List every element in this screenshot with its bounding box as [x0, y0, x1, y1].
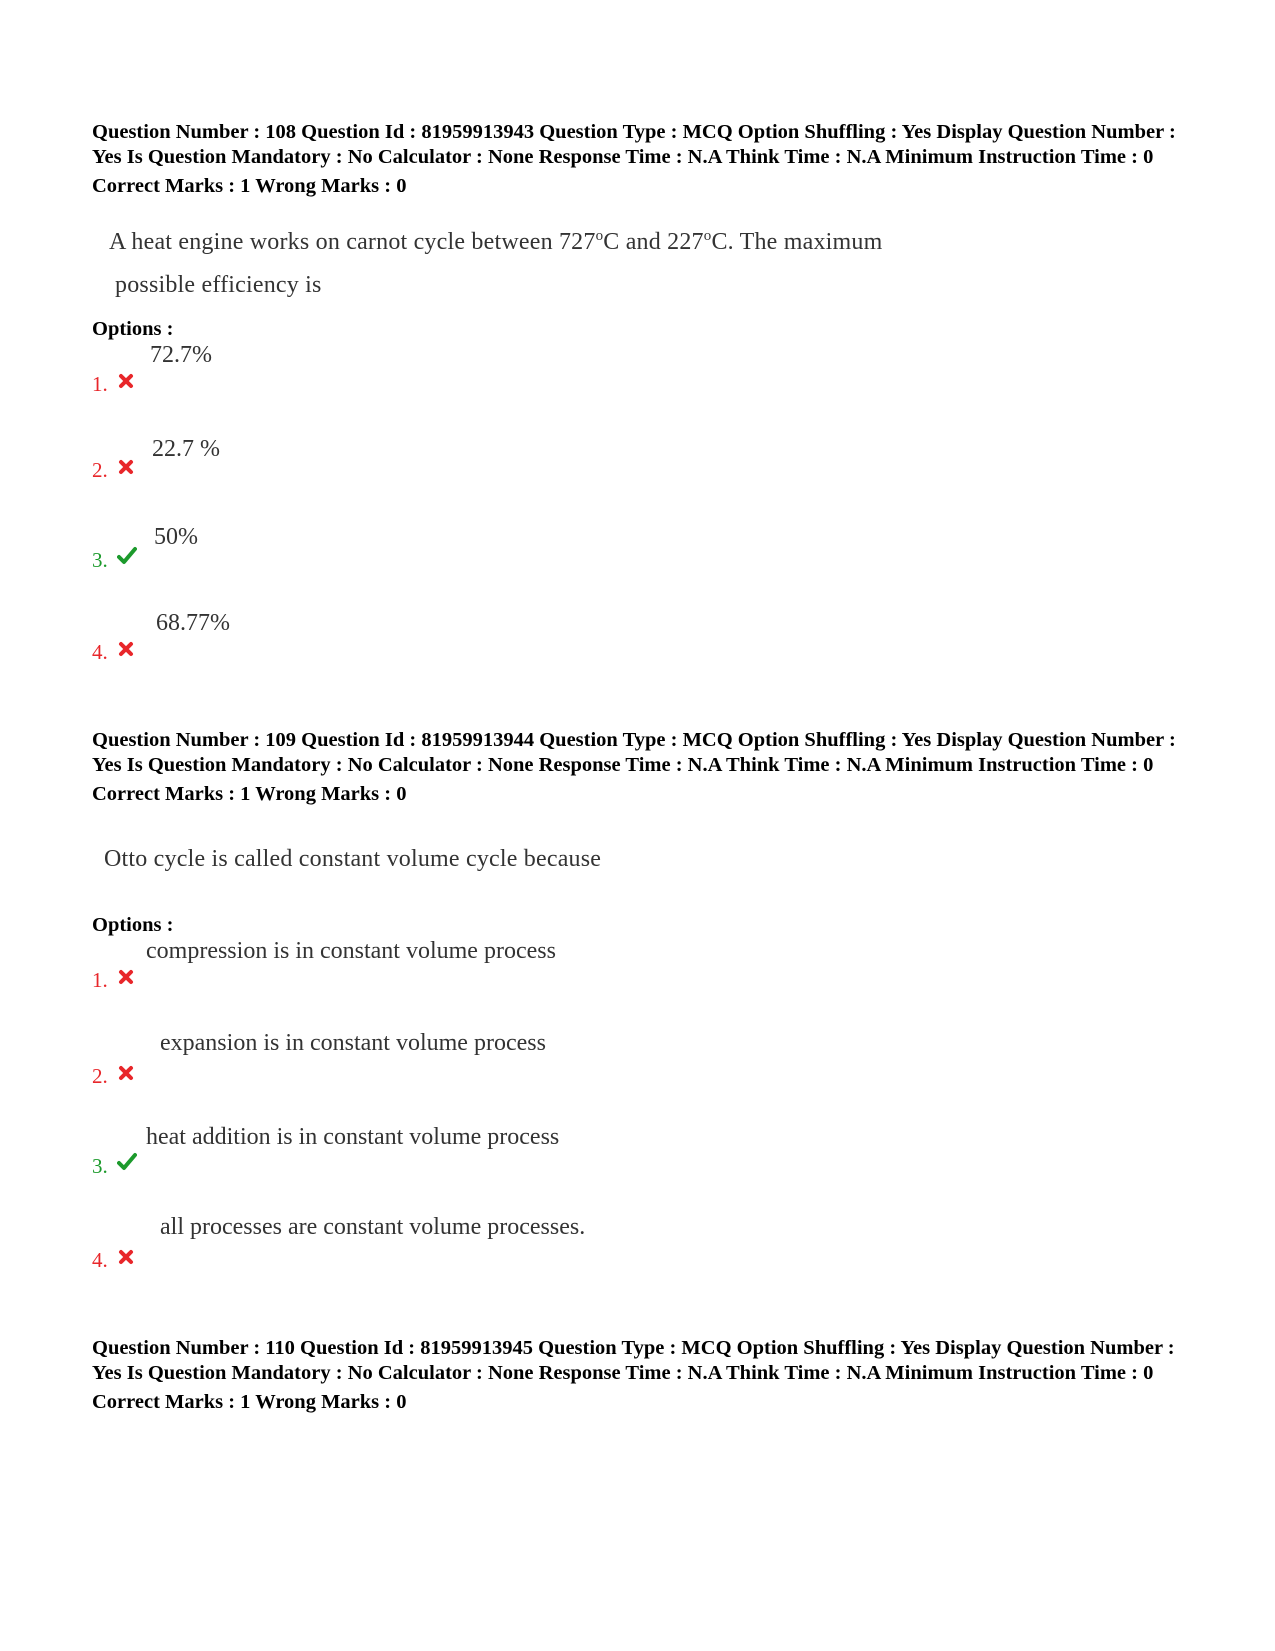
question-108 [92, 120, 1202, 199]
question-meta: Question Number : 110 Question Id : 81959913945 Question Type : MCQ Option Shuffling : Yes Display Question Number : Yes Is Question Mandatory : No Calculator : None Response Time : N.A Think Time : N.A Minimum Instruction Time : 0 [92, 1337, 1175, 1384]
option-1[interactable] [92, 938, 992, 998]
option-text: 68.77% [156, 610, 230, 636]
option-number: 1. [92, 372, 108, 396]
cross-icon [117, 372, 135, 390]
question-110 [92, 1336, 1202, 1415]
option-number: 3. [92, 1154, 108, 1178]
option-text: 22.7 % [152, 436, 220, 462]
option-4[interactable] [92, 610, 992, 670]
cross-icon [117, 1064, 135, 1082]
option-text: heat addition is in constant volume process [146, 1124, 560, 1150]
cross-icon [117, 1248, 135, 1266]
check-icon [117, 1152, 137, 1172]
option-2[interactable] [92, 1030, 992, 1090]
options-label: Options : [92, 318, 174, 340]
option-1[interactable] [92, 342, 992, 402]
question-marks: Correct Marks : 1 Wrong Marks : 0 [92, 1391, 407, 1413]
question-meta: Question Number : 108 Question Id : 81959913943 Question Type : MCQ Option Shuffling : Yes Display Question Number : Yes Is Question Mandatory : No Calculator : None Response Time : N.A Think Time : N.A Minimum Instruction Time : 0 [92, 121, 1176, 168]
option-text: all processes are constant volume processes. [160, 1214, 586, 1240]
option-text: 72.7% [150, 342, 212, 368]
option-number: 1. [92, 968, 108, 992]
cross-icon [117, 458, 135, 476]
question-text: A heat engine works on carnot cycle between 727$^o$C and 227$^o$C. The maximum [109, 228, 883, 255]
question-meta: Question Number : 109 Question Id : 81959913944 Question Type : MCQ Option Shuffling : Yes Display Question Number : Yes Is Question Mandatory : No Calculator : None Response Time : N.A Think Time : N.A Minimum Instruction Time : 0 [92, 729, 1176, 776]
option-text: expansion is in constant volume process [160, 1030, 546, 1056]
option-text: compression is in constant volume process [146, 938, 556, 964]
option-3[interactable] [92, 524, 992, 584]
option-number: 2. [92, 1064, 108, 1088]
option-number: 2. [92, 458, 108, 482]
cross-icon [117, 968, 135, 986]
question-109 [92, 728, 1202, 807]
cross-icon [117, 640, 135, 658]
option-2[interactable] [92, 436, 992, 496]
check-icon [117, 546, 137, 566]
option-text: 50% [154, 524, 198, 550]
question-marks: Correct Marks : 1 Wrong Marks : 0 [92, 783, 407, 805]
option-number: 3. [92, 548, 108, 572]
question-text-line2: possible efficiency is [115, 272, 322, 298]
option-number: 4. [92, 1248, 108, 1272]
option-4[interactable] [92, 1214, 992, 1274]
options-label: Options : [92, 914, 174, 936]
question-marks: Correct Marks : 1 Wrong Marks : 0 [92, 175, 407, 197]
option-3[interactable] [92, 1124, 992, 1184]
option-number: 4. [92, 640, 108, 664]
question-text: Otto cycle is called constant volume cycle because [104, 846, 602, 872]
